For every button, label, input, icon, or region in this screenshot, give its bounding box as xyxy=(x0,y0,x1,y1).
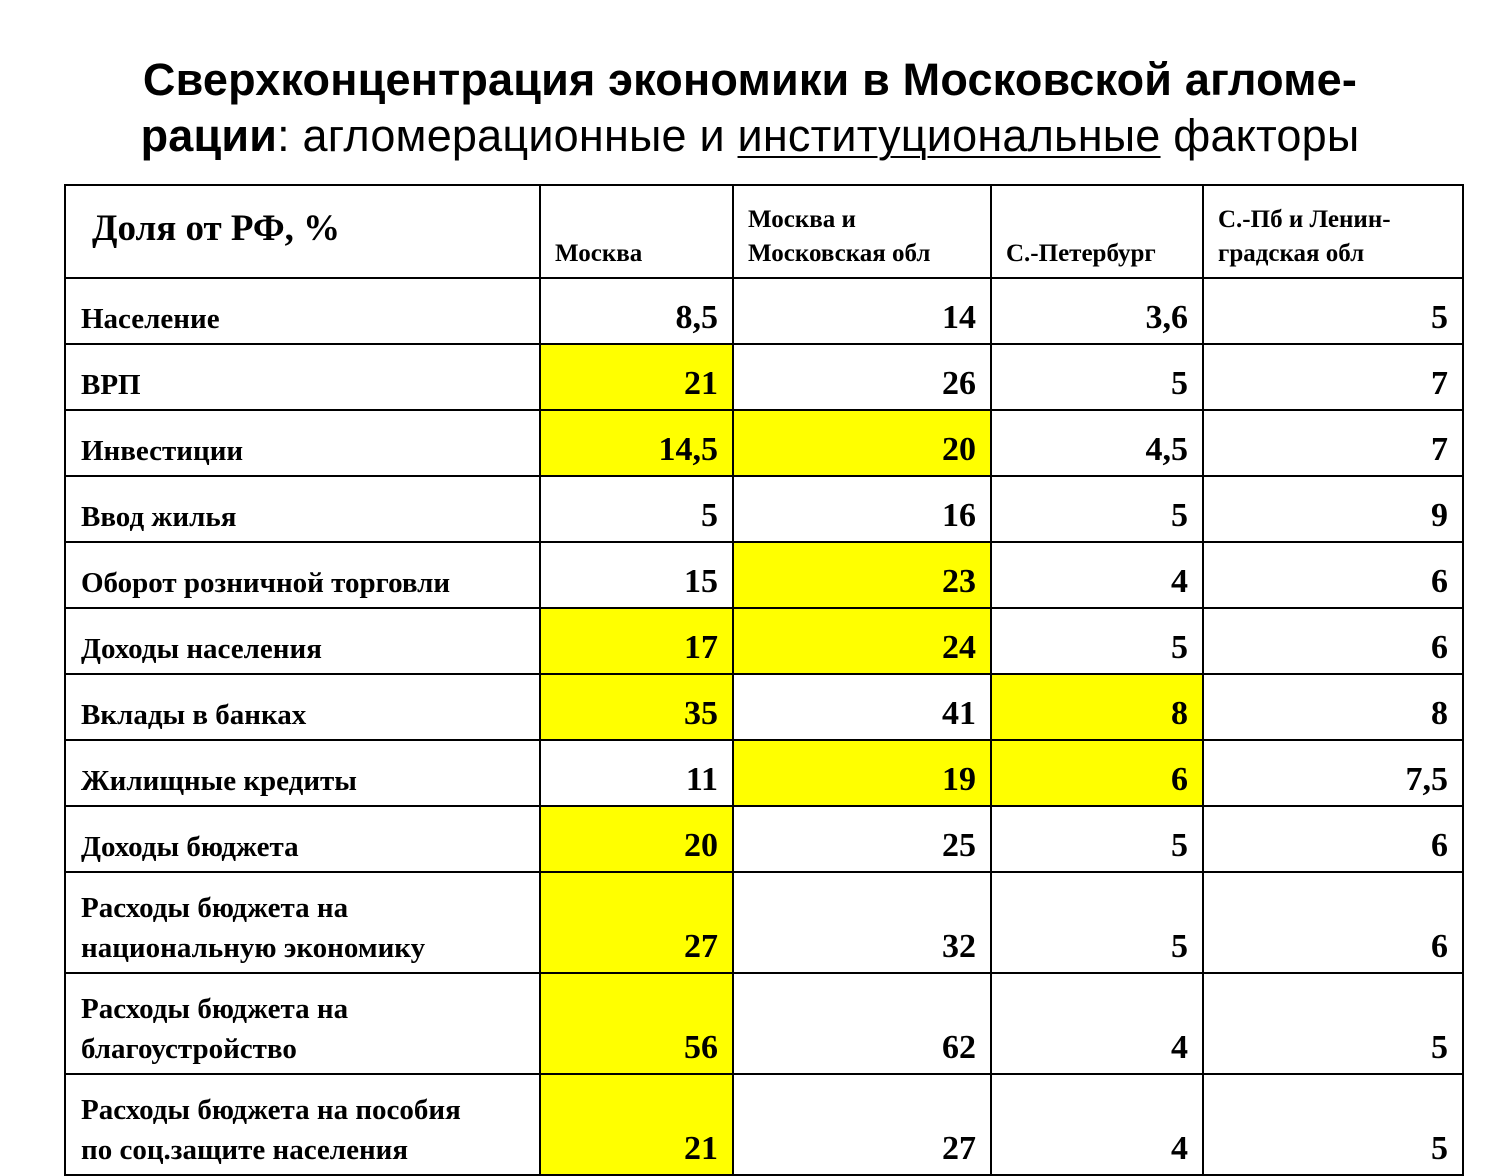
title-underlined-word: институциональные xyxy=(737,110,1161,161)
row-label xyxy=(65,476,540,542)
row-label-line: ВРП xyxy=(81,369,141,401)
value-cell: 14 xyxy=(733,278,991,344)
column-header-line: Москва xyxy=(555,240,643,267)
value-cell: 26 xyxy=(733,344,991,410)
value-cell: 32 xyxy=(733,872,991,973)
value-cell: 25 xyxy=(733,806,991,872)
value-cell: 27 xyxy=(540,872,733,973)
value-cell: 17 xyxy=(540,608,733,674)
slide-title xyxy=(0,52,1500,164)
value-cell: 15 xyxy=(540,542,733,608)
value-cell: 56 xyxy=(540,973,733,1074)
value-cell: 20 xyxy=(733,410,991,476)
row-label-line: Доходы бюджета xyxy=(81,831,299,863)
share-table xyxy=(64,184,1464,1176)
column-header-moscow-region xyxy=(733,185,991,278)
value-cell: 6 xyxy=(991,740,1203,806)
value-cell: 7 xyxy=(1203,410,1463,476)
value-cell: 5 xyxy=(540,476,733,542)
table-row xyxy=(65,410,1463,476)
value-cell: 5 xyxy=(1203,278,1463,344)
row-label-line: Вклады в банках xyxy=(81,699,307,731)
value-cell: 4 xyxy=(991,542,1203,608)
value-cell: 24 xyxy=(733,608,991,674)
row-label-line: национальную экономику xyxy=(81,932,426,964)
value-cell: 7,5 xyxy=(1203,740,1463,806)
value-cell: 5 xyxy=(991,608,1203,674)
row-label-line: Инвестиции xyxy=(81,435,244,467)
row-label xyxy=(65,872,540,973)
table-row xyxy=(65,740,1463,806)
row-label-line: Расходы бюджета на xyxy=(81,993,349,1025)
column-header-line: С.-Петербург xyxy=(1006,240,1156,267)
value-cell: 8,5 xyxy=(540,278,733,344)
title-bold-part: рации xyxy=(140,110,278,161)
row-label xyxy=(65,608,540,674)
row-label-line: по соц.защите населения xyxy=(81,1134,409,1166)
table-row xyxy=(65,542,1463,608)
title-ending: факторы xyxy=(1160,110,1360,161)
row-label xyxy=(65,973,540,1074)
value-cell: 27 xyxy=(733,1074,991,1175)
row-label xyxy=(65,344,540,410)
value-cell: 35 xyxy=(540,674,733,740)
value-cell: 5 xyxy=(991,344,1203,410)
column-header-line: Московская обл xyxy=(748,240,931,267)
value-cell: 5 xyxy=(991,476,1203,542)
table-row xyxy=(65,608,1463,674)
value-cell: 4 xyxy=(991,1074,1203,1175)
row-label xyxy=(65,740,540,806)
column-header-spb xyxy=(991,185,1203,278)
table-row xyxy=(65,674,1463,740)
column-header-spb-region xyxy=(1203,185,1463,278)
value-cell: 23 xyxy=(733,542,991,608)
value-cell: 6 xyxy=(1203,542,1463,608)
value-cell: 62 xyxy=(733,973,991,1074)
row-label xyxy=(65,542,540,608)
title-line-2 xyxy=(0,108,1500,164)
value-cell: 21 xyxy=(540,344,733,410)
header-row xyxy=(65,185,1463,278)
value-cell: 19 xyxy=(733,740,991,806)
row-label-line: Расходы бюджета на пособия xyxy=(81,1094,461,1126)
row-label-line: благоустройство xyxy=(81,1033,297,1065)
row-label xyxy=(65,674,540,740)
row-label-line: Жилищные кредиты xyxy=(81,765,357,797)
value-cell: 7 xyxy=(1203,344,1463,410)
value-cell: 16 xyxy=(733,476,991,542)
table-row xyxy=(65,973,1463,1074)
value-cell: 20 xyxy=(540,806,733,872)
row-label xyxy=(65,278,540,344)
row-label xyxy=(65,410,540,476)
value-cell: 5 xyxy=(1203,973,1463,1074)
row-label-line: Население xyxy=(81,303,220,335)
row-label-line: Ввод жилья xyxy=(81,501,237,533)
value-cell: 6 xyxy=(1203,872,1463,973)
corner-header: Доля от РФ, % xyxy=(65,185,540,278)
value-cell: 4,5 xyxy=(991,410,1203,476)
title-separator: : агломерационные и xyxy=(277,110,738,161)
value-cell: 5 xyxy=(1203,1074,1463,1175)
value-cell: 9 xyxy=(1203,476,1463,542)
value-cell: 8 xyxy=(1203,674,1463,740)
row-label-line: Доходы населения xyxy=(81,633,322,665)
column-header-line: С.-Пб и Ленин- xyxy=(1218,206,1391,233)
row-label xyxy=(65,806,540,872)
column-header-line: градская обл xyxy=(1218,240,1365,267)
row-label-line: Расходы бюджета на xyxy=(81,892,349,924)
value-cell: 3,6 xyxy=(991,278,1203,344)
table-row xyxy=(65,476,1463,542)
value-cell: 5 xyxy=(991,872,1203,973)
value-cell: 5 xyxy=(991,806,1203,872)
value-cell: 6 xyxy=(1203,806,1463,872)
title-line-1 xyxy=(0,52,1500,108)
share-table-body xyxy=(65,185,1463,1175)
title-line-1-text: Сверхконцентрация экономики в Московской агломе- xyxy=(142,54,1358,105)
table-row xyxy=(65,806,1463,872)
value-cell: 14,5 xyxy=(540,410,733,476)
table-row xyxy=(65,344,1463,410)
value-cell: 21 xyxy=(540,1074,733,1175)
value-cell: 8 xyxy=(991,674,1203,740)
value-cell: 4 xyxy=(991,973,1203,1074)
table-row xyxy=(65,278,1463,344)
value-cell: 6 xyxy=(1203,608,1463,674)
table-row xyxy=(65,872,1463,973)
column-header-line: Москва и xyxy=(748,206,856,233)
column-header-moscow xyxy=(540,185,733,278)
value-cell: 11 xyxy=(540,740,733,806)
value-cell: 41 xyxy=(733,674,991,740)
row-label-line: Оборот розничной торговли xyxy=(81,567,451,599)
